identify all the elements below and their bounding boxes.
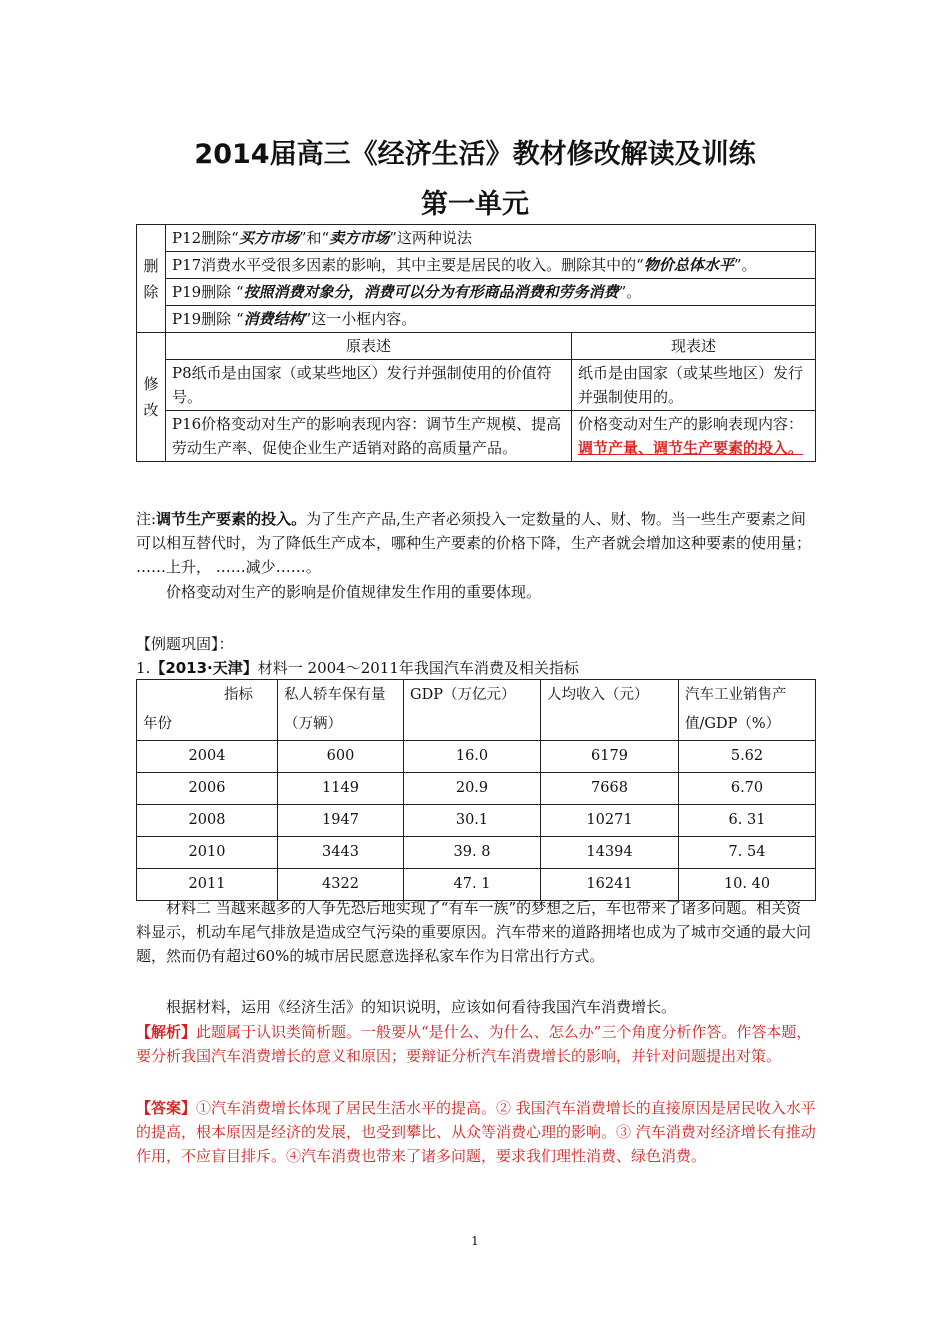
table-row: 2004 600 16.0 6179 5.62 [137,741,816,773]
data-table [136,679,816,901]
table-row: 2010 3443 39. 8 14394 7. 54 [137,837,816,869]
delete-item: P19删除 “按照消费对象分，消费可以分为有形商品消费和劳务消费”。 [166,279,816,306]
page-number: 1 [471,1234,479,1248]
column-header: 汽车工业销售产值/GDP（%） [679,680,816,741]
delete-item: P17消费水平受很多因素的影响，其中主要是居民的收入。删除其中的“物价总体水平”。 [166,252,816,279]
original-cell: P16价格变动对生产的影响表现内容：调节生产规模、提高劳动生产率、促使企业生产适销对路的高质量产品。 [166,411,572,462]
question-1-intro: 1.【2013·天津】材料一 2004～2011年我国汽车消费及相关指标 [136,659,579,677]
analysis-paragraph: 【解析】此题属于认识类简析题。一般要从“是什么、为什么、怎么办”三个角度分析作答。作答本题，要分析我国汽车消费增长的意义和原因；要辩证分析汽车消费增长的影响，并针对问题提出对策。 [136,1023,812,1065]
delete-label: 删 除 [137,225,166,333]
col-current-header: 现表述 [572,333,816,360]
current-cell: 价格变动对生产的影响表现内容：调节产量、调节生产要素的投入。 [572,411,816,462]
document-title: 2014届高三《经济生活》教材修改解读及训练 [194,139,756,170]
note-line2: 价格变动对生产的影响是价值规律发生作用的重要体现。 [166,583,542,601]
edit-table [136,224,816,462]
current-cell: 纸币是由国家（或某些地区）发行并强制使用的。 [572,360,816,411]
table-row: 2008 1947 30.1 10271 6. 31 [137,805,816,837]
modify-label: 修 改 [137,333,166,462]
material-2: 材料二 当越来越多的人争先恐后地实现了“有车一族”的梦想之后，车也带来了诸多问题。相关资料显示，机动车尾气排放是造成空气污染的重要原因。汽车带来的道路拥堵也成为了城市交通的最大问题，然而仍有超过60%的城市居民愿意选择私家车作为日常出行方式。 [136,899,812,965]
delete-item: P12删除“买方市场”和“卖方市场”这两种说法 [166,225,816,252]
delete-item: P19删除 “消费结构”这一小框内容。 [166,306,816,333]
table-row: 2006 1149 20.9 7668 6.70 [137,773,816,805]
unit-title: 第一单元 [421,189,529,220]
corner-header: 指标 年份 [137,680,278,741]
column-header: 私人轿车保有量（万辆） [278,680,404,741]
column-header: 人均收入（元） [541,680,679,741]
col-original-header: 原表述 [166,333,572,360]
original-cell: P8纸币是由国家（或某些地区）发行并强制使用的价值符号。 [166,360,572,411]
table-row: 2011 4322 47. 1 16241 10. 40 [137,869,816,901]
question-text: 根据材料，运用《经济生活》的知识说明，应该如何看待我国汽车消费增长。 [166,998,677,1016]
column-header: GDP（万亿元） [404,680,541,741]
answer-paragraph: 【答案】①汽车消费增长体现了居民生活水平的提高。② 我国汽车消费增长的直接原因是居民收入水平的提高，根本原因是经济的发展，也受到攀比、从众等消费心理的影响。③ 汽车消费对经济增长有推动作用，不应盲目排斥。④汽车消费也带来了诸多问题，要求我们理性消费、绿色消费。 [136,1099,816,1165]
note-paragraph: 注:调节生产要素的投入。为了生产产品,生产者必须投入一定数量的人、财、物。当一些生产要素之间可以相互替代时，为了降低生产成本，哪种生产要素的价格下降，生产者就会增加这种要素的使用量； ……上升， ……减少……。 [136,510,812,576]
example-header: 【例题巩固】： [136,635,234,653]
